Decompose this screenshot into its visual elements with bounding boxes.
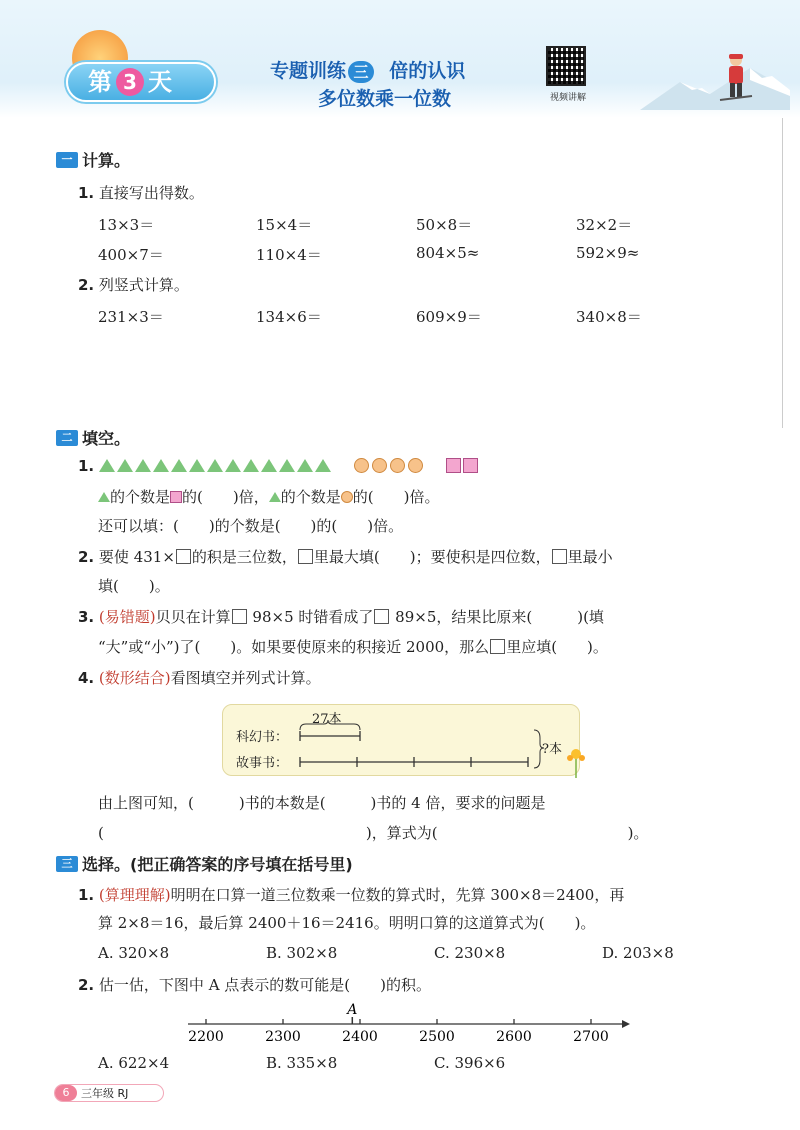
expr-50x8: 50×8＝ <box>416 216 473 234</box>
s2-q2-line2: 填( )。 <box>98 577 170 595</box>
diagram-top-label: 27本 <box>312 712 342 727</box>
answer-box[interactable] <box>552 549 567 564</box>
s2-q2-text-b: 的积是三位数， <box>191 548 297 566</box>
s2-q2-number: 2. <box>78 548 95 566</box>
s2-q4-line1: 由上图可知，( )书的本数是( )书的 4 倍，要求的问题是 <box>98 794 546 812</box>
s2-q1-line2: 还可以填：( )的个数是( )的( )倍。 <box>98 517 404 535</box>
day-label <box>88 64 208 100</box>
s3-q2-number: 2. <box>78 976 95 994</box>
s2-q4-text: 看图填空并列式计算。 <box>170 669 321 687</box>
expr-13x3: 13×3＝ <box>98 216 155 234</box>
square-icon <box>170 491 182 503</box>
triangle-icon <box>269 492 281 502</box>
section1-heading <box>56 148 130 171</box>
day-prefix: 第 <box>88 68 112 96</box>
circle-icon <box>341 491 353 503</box>
number-line-tick-label: 2400 <box>342 1029 378 1045</box>
s2-q2-text-a: 要使 431× <box>98 548 175 566</box>
triangle-icon <box>315 459 331 472</box>
answer-box[interactable] <box>232 609 247 624</box>
flower-decoration <box>562 744 590 778</box>
expr-110x4: 110×4＝ <box>256 246 322 264</box>
circle-group <box>354 457 426 475</box>
triangle-icon <box>135 459 151 472</box>
triangle-icon <box>117 459 133 472</box>
answer-box[interactable] <box>374 609 389 624</box>
square-group <box>446 457 480 475</box>
s2-q4-number: 4. <box>78 669 95 687</box>
answer-box[interactable] <box>176 549 191 564</box>
triangle-group <box>99 457 333 475</box>
s2-q2-text-d: 里最小 <box>567 548 613 566</box>
diagram-row1-label: 科幻书： <box>236 730 289 745</box>
s2-q3-tag: (易错题) <box>98 608 156 626</box>
s1-q2-number: 2. <box>78 276 95 294</box>
number-line-tick-label: 2500 <box>419 1029 455 1045</box>
s2-q3-line2-a: “大”或“小”)了( )。如果要使原来的积接近 2000，那么 <box>98 638 490 656</box>
header-title-line2: 多位数乘一位数 <box>318 88 452 110</box>
s1-q1-prompt <box>78 182 204 204</box>
triangle-icon <box>279 459 295 472</box>
footer-edition: RJ <box>117 1086 129 1100</box>
diagram-total-label: ?本 <box>542 742 562 757</box>
footer-grade: 三年级 <box>81 1087 114 1100</box>
s2-q4-open-paren: ( <box>98 824 104 842</box>
s2-q4-tag: (数形结合) <box>98 669 171 687</box>
option-b[interactable]: B. 302×8 <box>266 944 338 962</box>
s3-q1-line1 <box>78 884 624 906</box>
circle-icon <box>390 458 405 473</box>
arrow-icon <box>622 1020 630 1028</box>
triangle-icon <box>207 459 223 472</box>
triangle-icon <box>261 459 277 472</box>
circle-icon <box>372 458 387 473</box>
triangle-icon <box>189 459 205 472</box>
skier-icon <box>716 52 756 104</box>
s2-q3-line1 <box>78 606 604 628</box>
s1-q1-number: 1. <box>78 184 95 202</box>
triangle-icon <box>225 459 241 472</box>
square-icon <box>463 458 478 473</box>
section3-number: 三 <box>56 856 78 872</box>
option-d[interactable]: D. 203×8 <box>602 944 674 962</box>
page-footer <box>54 1084 164 1102</box>
day-number: 3 <box>116 68 144 96</box>
number-line-tick-label: 2300 <box>265 1029 301 1045</box>
number-line-tick-label: 2600 <box>496 1029 532 1045</box>
s2-q1-text-a: 的个数是 <box>110 488 171 506</box>
s2-q4-line2 <box>98 822 698 844</box>
s1-q1-text: 直接写出得数。 <box>98 184 204 202</box>
s2-q4-prompt <box>78 667 321 689</box>
triangle-icon <box>98 492 110 502</box>
option-c[interactable]: C. 230×8 <box>434 944 506 962</box>
title-badge: 三 <box>348 61 374 83</box>
s1-q2-text: 列竖式计算。 <box>98 276 189 294</box>
s2-q1-text-c: 的个数是 <box>280 488 341 506</box>
expr-340x8: 340×8＝ <box>576 308 642 326</box>
section2-number: 二 <box>56 430 78 446</box>
expr-609x9: 609×9＝ <box>416 308 482 326</box>
header-title-line1 <box>270 56 560 83</box>
triangle-icon <box>153 459 169 472</box>
section1-number: 一 <box>56 152 78 168</box>
title-subject: 倍的认识 <box>389 60 466 82</box>
option-a[interactable]: A. 320×8 <box>98 944 170 962</box>
s2-q3-number: 3. <box>78 608 95 626</box>
point-a-label: A <box>347 1002 358 1018</box>
number-line <box>180 1000 640 1048</box>
day-suffix: 天 <box>148 68 172 96</box>
expr-592x9: 592×9≈ <box>576 244 640 262</box>
s3-q2-text: 估一估，下图中 A 点表示的数可能是( )的积。 <box>98 976 431 994</box>
s3-q1-number: 1. <box>78 886 95 904</box>
s2-q1-line1 <box>98 486 439 508</box>
section1-title: 计算。 <box>82 151 131 170</box>
diagram-segments <box>296 716 546 776</box>
square-icon <box>446 458 461 473</box>
number-line-tick-label: 2200 <box>188 1029 224 1045</box>
triangle-icon <box>243 459 259 472</box>
option-c[interactable]: C. 396×6 <box>434 1054 506 1072</box>
triangle-icon <box>171 459 187 472</box>
section2-heading <box>56 426 130 449</box>
page-number: 6 <box>55 1085 77 1101</box>
margin-rule <box>782 118 783 428</box>
s2-q1-text-b: 的( )倍， <box>182 488 269 506</box>
s2-q3-text-b: 98×5 时错看成了 <box>247 608 374 626</box>
expr-32x2: 32×2＝ <box>576 216 633 234</box>
expr-134x6: 134×6＝ <box>256 308 322 326</box>
expr-15x4: 15×4＝ <box>256 216 313 234</box>
circle-icon <box>408 458 423 473</box>
option-a[interactable]: A. 622×4 <box>98 1054 170 1072</box>
circle-icon <box>354 458 369 473</box>
option-b[interactable]: B. 335×8 <box>266 1054 338 1072</box>
s3-q1-line2: 算 2×8＝16，最后算 2400＋16＝2416。明明口算的这道算式为( )。 <box>98 914 596 932</box>
expr-804x5: 804×5≈ <box>416 244 480 262</box>
s2-q1-number: 1. <box>78 457 95 475</box>
section3-title: 选择。(把正确答案的序号填在括号里) <box>82 855 353 874</box>
s3-q2-prompt <box>78 974 431 996</box>
s2-q3-line2-b: 里应填( )。 <box>506 638 608 656</box>
diagram-row2-label: 故事书： <box>236 756 289 771</box>
s1-q2-prompt <box>78 274 189 296</box>
s2-q3-text-a: 贝贝在计算 <box>155 608 231 626</box>
s2-q4-formula-label: )，算式为( <box>365 824 438 842</box>
s2-q1-text-d: 的( )倍。 <box>352 488 440 506</box>
mountain-decoration <box>640 60 790 110</box>
triangle-icon <box>297 459 313 472</box>
number-line-tick-label: 2700 <box>573 1029 609 1045</box>
section3-heading <box>56 852 353 875</box>
s2-q3-line2 <box>98 636 608 658</box>
title-topic: 专题训练 <box>270 60 347 82</box>
s2-q4-close-paren: )。 <box>627 824 649 842</box>
qr-label: 视频讲解 <box>549 93 586 103</box>
qr-code-icon[interactable] <box>546 46 586 86</box>
s2-q1-shapes <box>78 455 480 477</box>
answer-box[interactable] <box>298 549 313 564</box>
s2-q2-line1 <box>78 546 613 568</box>
expr-231x3: 231×3＝ <box>98 308 164 326</box>
s3-q1-tag: (算理理解) <box>98 886 171 904</box>
expr-400x7: 400×7＝ <box>98 246 164 264</box>
s2-q3-text-c: 89×5，结果比原来( )(填 <box>390 608 604 626</box>
section2-title: 填空。 <box>82 429 131 448</box>
s2-q2-text-c: 里最大填( )；要使积是四位数， <box>313 548 551 566</box>
triangle-icon <box>99 459 115 472</box>
s3-q1-text-a: 明明在口算一道三位数乘一位数的算式时，先算 300×8＝2400，再 <box>170 886 625 904</box>
answer-box[interactable] <box>490 639 505 654</box>
